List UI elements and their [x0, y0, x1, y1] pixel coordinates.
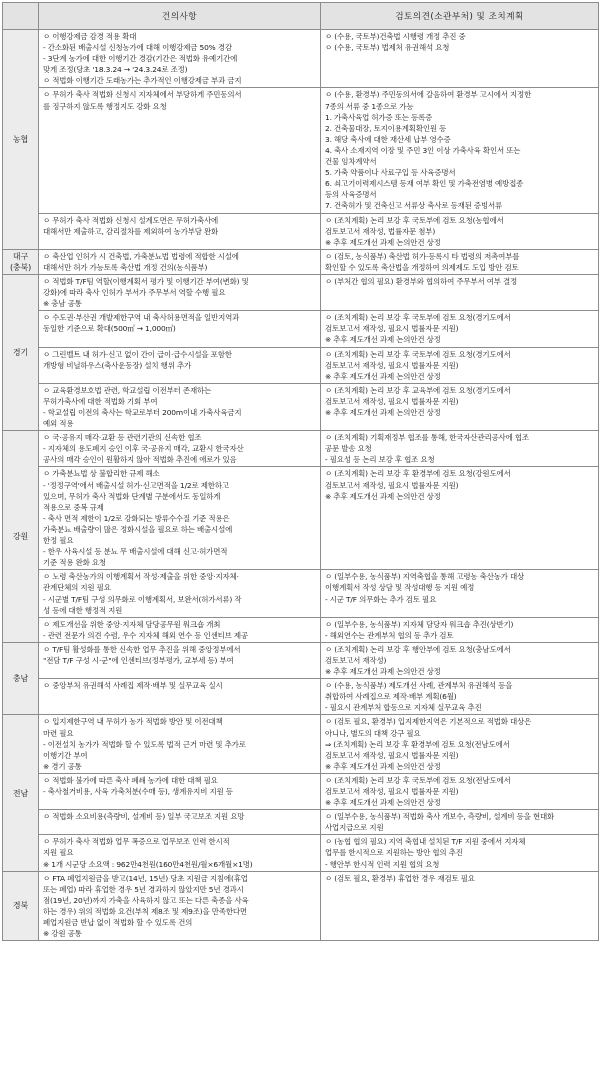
review-line: ※ 추후 제도개선 과제 논의안건 상정 [325, 335, 441, 345]
suggestion-cell [39, 467, 321, 570]
review-line: ㅇ (검토 필요, 환경부) 휴업한 경우 재검토 필요 [325, 873, 475, 883]
suggestion-line: 성 등에 대한 행정적 지원 [43, 605, 123, 615]
suggestion-line: 예외 적용 [43, 419, 74, 429]
review-line: - 행안부 한시적 인력 지원 협의 요청 [325, 859, 440, 869]
table-row [3, 249, 599, 274]
review-line: ㅇ (일부수용, 농식품부) 적법화 축사 개보수, 측량비, 설계비 등을 현대화 [325, 812, 555, 822]
review-line: ㅇ (조치계획) 논리 보강 후 환경부에 검토 요청(강원도에서 [325, 469, 511, 479]
suggestion-line: 이행기간 부여 [43, 750, 88, 760]
suggestion-line: - 간소화된 배출시설 신청농가에 대해 이행강제금 50% 경감 [43, 43, 232, 53]
review-line: 검토보고서 재작성, 필요시 법률자문 지원) [325, 480, 459, 490]
suggestion-cell [39, 347, 321, 383]
table-row [3, 835, 599, 871]
suggestion-cell [39, 835, 321, 871]
review-cell [321, 249, 599, 274]
suggestion-line: ㅇ 적법화 T/F팀 역할(이행계획서 평가 및 이행기간 부여(변화) 및 [43, 276, 249, 286]
review-cell [321, 88, 599, 213]
region-label: 충남 [12, 674, 29, 684]
suggestion-line: - 지자체의 용도폐지 승인 이후 국·공유지 매각, 교환시 한국자산 [43, 444, 244, 454]
table-row [3, 570, 599, 617]
review-line: 5. 가축 약품이나 사료구입 등 사육증명서 [325, 168, 456, 178]
review-line: 6. 쇠고기이력제시스템 등재 여부 확인 및 가축전염병 예방접종 [325, 179, 524, 189]
suggestion-line: - 학교설립 이전의 축사는 학교로부터 200m이내 가축사육금지 [43, 408, 242, 417]
table-header-row [3, 3, 599, 30]
review-line: 검토보고서 재작성, 필요시 법률자문 지원) [325, 360, 459, 370]
suggestion-line: 대해서만 허가 가능토록 축산법 개정 건의(농식품부) [43, 262, 208, 272]
suggestion-line: - 이전설치 농가가 적법화 할 수 있도록 법적 근거 마련 및 추가로 [43, 739, 246, 749]
suggestion-line: - 축사철거비용, 사육 가축처분(수매 등), 생계유지비 지원 등 [43, 787, 233, 796]
region-label: 경기 [12, 348, 29, 358]
suggestion-line: 적용으로 중복 규제 [43, 502, 104, 512]
suggestion-line: ※ 1개 시군당 소요액 : 962만4천원(160만4천원/월×6개월×1명) [43, 859, 253, 869]
review-cell [321, 679, 599, 715]
review-line: ㅇ (조치계획) 논리 보강 후 행안부에 검토 요청(충남도에서 [325, 644, 511, 654]
suggestion-line: 개방형 비닐하우스(축사운동장) 설치 행위 추가 [43, 360, 192, 370]
suggestion-line: ㅇ 적법화 이행기간 도래농가는 추가적인 이행강제금 부과 금지 [43, 76, 242, 86]
review-line: ㅇ (수용, 국토부)건축법 시행령 개정 추진 중 [325, 32, 466, 41]
review-line: 검토보고서 재작성, 필요시 법률자문 지원) [325, 396, 459, 406]
review-line: 검토보고서 재작성, 법률자문 첨부) [325, 226, 436, 236]
region-cell [3, 249, 39, 274]
suggestion-line: ㅇ 적법화 불가에 따른 축사 폐쇄 농가에 대한 대책 필요 [43, 775, 218, 785]
review-line: ㅇ (조치계획) 논리 보강 후 교육부에 검토 요청(경기도에서 [325, 385, 511, 395]
review-line: ※ 추후 제도개선 과제 논의안건 상정 [325, 798, 441, 808]
table-row [3, 347, 599, 383]
table-row [3, 213, 599, 249]
suggestion-line: 대해서만 제출하고, 감리절차를 제외하여 농가부담 완화 [43, 226, 219, 236]
review-line: ㅇ (부처간 협의 필요) 환경부와 협의하여 주무부서 여부 결정 [325, 276, 518, 286]
review-line: ㅇ (검토, 농식품부) 축산법 허가·등록시 타 법령의 저촉여부를 [325, 251, 520, 261]
review-cell [321, 715, 599, 773]
review-line: - 시군 T/F 의무화는 추가 검토 필요 [325, 594, 437, 604]
suggestion-cell [39, 570, 321, 617]
suggestion-line: ㅇ 적법화 소요비용(측량비, 설계비 등) 일부 국고보조 지원 요망 [43, 812, 245, 822]
suggestion-cell [39, 810, 321, 835]
suggestion-line: ㅇ FTA 폐업지원금을 받고(14년, 15년) 당초 지원금 지침에(휴업 [43, 873, 248, 883]
review-line: ※ 추후 제도개선 과제 논의안건 상정 [325, 237, 441, 247]
table-row [3, 715, 599, 773]
suggestion-cell [39, 249, 321, 274]
review-line: ※ 추후 제도개선 과제 논의안건 상정 [325, 761, 441, 771]
review-line: ㅇ (수용, 국토부) 법제처 유권해석 요청 [325, 43, 450, 53]
suggestion-cell [39, 871, 321, 941]
suggestion-line: 또는 폐업) 따라 휴업한 경우 5년 경과하지 않았지만 5년 경과시 [43, 884, 244, 894]
review-line: 검토보고서 재작성) [325, 655, 387, 665]
suggestion-line: 점(19년, 20년)까지 가축을 사육하지 않고 또는 다른 축종을 사육 [43, 895, 249, 905]
review-line: 취합하여 사례집으로 제작·배부 계획(6월) [325, 692, 457, 702]
review-cell [321, 642, 599, 678]
review-line: - 필요시 관계부처 합동으로 지자체 실무교육 추진 [325, 703, 482, 713]
review-line: 검토보고서 재작성, 필요시 법률자문 지원) [325, 787, 459, 796]
suggestion-line: 지원 필요 [43, 848, 74, 858]
review-cell [321, 30, 599, 88]
review-cell [321, 570, 599, 617]
suggestion-line: 무허가축사에 대한 적법화 기회 부여 [43, 396, 158, 406]
suggestion-line: ㅇ 중앙부처 유권해석 사례집 제작·배부 및 실무교육 실시 [43, 681, 223, 691]
table-row [3, 431, 599, 467]
suggestion-line: ㅇ 수도권·부산권 개발제한구역 내 축사허용면적을 일반지역과 [43, 313, 240, 323]
suggestion-line: ㅇ 교육환경보호법 관련, 학교설립 이전부터 존재하는 [43, 385, 212, 395]
suggestion-line: 폐업지원금 반납 없이 적법화 할 수 있도록 건의 [43, 918, 193, 928]
table-body [3, 30, 599, 941]
suggestion-line: 한정 필요 [43, 536, 74, 546]
suggestion-line: ㅇ 입지제한구역 내 무허가 농가 적법화 방안 및 이전대책 [43, 717, 223, 727]
review-cell [321, 810, 599, 835]
review-line: 3. 해당 축사에 대한 재산세 납부 영수증 [325, 134, 451, 144]
review-line: 건물 임차계약서 [325, 157, 377, 167]
review-line: 확인할 수 있도록 축산법을 개정하여 의제제도 도입 방안 검토 [325, 262, 519, 272]
suggestion-line: ㅇ 이행강제금 감경 적용 확대 [43, 32, 137, 41]
review-cell [321, 213, 599, 249]
review-line: 4. 축사 소재지역 이장 및 주민 3인 이상 가축사육 확인서 또는 [325, 145, 521, 155]
suggestion-line: ㅇ T/F팀 활성화를 통한 신속한 업무 추진을 위해 중앙정부에서 [43, 644, 241, 654]
suggestion-line: - '정정구역'에서 배출시설 허가·신고면적을 1/2로 제한하고 [43, 480, 229, 490]
region-label: (충북) [9, 262, 32, 272]
review-line: 업무를 한시적으로 지원하는 방안 협의 추진 [325, 848, 463, 858]
review-cell [321, 431, 599, 467]
review-line: ㅇ (조치계획) 논리 보강 후 국토부에 검토 요청(경기도에서 [325, 313, 511, 323]
suggestion-line: ㅇ 국·공유지 매각·교환 등 관련기관의 신속한 협조 [43, 433, 202, 443]
suggestion-line: 하는 경우) 위의 적법화 요건(부칙 제8조 및 제9조)을 만족한다면 [43, 906, 247, 916]
suggestion-line: - 관련 전문가 의견 수렴, 우수 지자체 해외 연수 등 인센티브 제공 [43, 630, 248, 640]
table-row [3, 679, 599, 715]
suggestion-cell [39, 311, 321, 347]
suggestion-cell [39, 213, 321, 249]
review-line: ※ 추후 제도개선 과제 논의안건 상정 [325, 667, 441, 677]
table-row [3, 467, 599, 570]
suggestion-line: "전담 T/F 구성 시·군"에 인센티브(정부평가, 교부세 등) 부여 [43, 655, 234, 665]
suggestion-cell [39, 715, 321, 773]
suggestion-cell [39, 274, 321, 310]
review-line: ⇒ (조치계획) 논리 보강 후 환경부에 검토 요청(전남도에서 [325, 739, 510, 749]
review-line: 이행계획서 작성 상담 및 작성대행 등 지원 예정 [325, 583, 475, 593]
review-cell [321, 617, 599, 642]
table-row [3, 871, 599, 941]
suggestion-line: 강화)에 따라 축사 인허가 부서가 주무부서 역할 수행 필요 [43, 288, 226, 298]
review-cell [321, 835, 599, 871]
suggestion-review-table [2, 2, 599, 941]
region-label: 전남 [12, 788, 29, 798]
review-cell [321, 347, 599, 383]
region-cell [3, 274, 39, 430]
table-row [3, 88, 599, 213]
region-cell [3, 30, 39, 250]
review-line: ㅇ (조치계획) 논리 보강 후 국토부에 검토 요청(경기도에서 [325, 349, 511, 359]
suggestion-line: 공사의 매각 승인이 원활하지 않아 적법화 추진에 애로가 있음 [43, 455, 237, 465]
suggestion-line: ㅇ 그린벨트 내 허가·신고 없이 간이 급이·급수시설을 포함한 [43, 349, 232, 359]
review-line: ㅇ (검토 필요, 환경부) 입지제한지역은 기본적으로 적법화 대상은 [325, 717, 532, 727]
suggestion-cell [39, 642, 321, 678]
suggestion-line: 맞게 조정(당초 '18.3.24 → '24.3.24로 조정) [43, 65, 188, 75]
suggestion-line: 관계단체의 지원 필요 [43, 583, 111, 593]
suggestion-line: 를 징구하지 않도록 행정지도 강화 요청 [43, 101, 167, 111]
suggestion-line: 동일한 기준으로 확대(500㎡ → 1,000㎡) [43, 324, 176, 334]
table-row [3, 274, 599, 310]
review-line: ※ 추후 제도개선 과제 논의안건 상정 [325, 491, 441, 501]
suggestion-line: - 한우 사육시설 등 분뇨 무 배출시설에 대해 신고·허가면적 [43, 547, 228, 557]
header-suggestion: 건의사항 [39, 3, 321, 30]
review-cell [321, 467, 599, 570]
region-label: 대구 [12, 251, 29, 261]
suggestion-line: 가축분뇨 배출량이 많은 정화시설을 필요로 하는 배출시설에 [43, 524, 233, 534]
suggestion-line: - 시군별 T/F팀 구성 의무화로 이행계획서, 보완서(허가서류) 작 [43, 594, 242, 604]
region-label: 강원 [12, 532, 29, 542]
suggestion-cell [39, 431, 321, 467]
suggestion-line: ㅇ 제도개선을 위한 중앙·지자체 담당공무원 워크숍 개최 [43, 619, 221, 629]
review-cell [321, 871, 599, 941]
region-cell [3, 431, 39, 643]
review-line: 검토보고서 재작성, 필요시 법률자문 지원) [325, 324, 459, 334]
table-row [3, 383, 599, 430]
suggestion-review-table-sheet [2, 2, 598, 941]
suggestion-cell [39, 383, 321, 430]
region-label: 농협 [12, 134, 29, 144]
region-cell [3, 715, 39, 871]
table-row [3, 642, 599, 678]
table-row [3, 311, 599, 347]
table-row [3, 617, 599, 642]
review-line: 7종의 서류 중 1종으로 가능 [325, 101, 414, 111]
suggestion-cell [39, 679, 321, 715]
suggestion-line: ㅇ 무허가 축사 적법화 신청시 설계도면은 무허가축사에 [43, 215, 219, 225]
review-line: 공문 발송 요청 [325, 444, 372, 454]
suggestion-cell [39, 88, 321, 213]
review-line: ※ 추후 제도개선 과제 논의안건 상정 [325, 408, 441, 417]
review-line: ㅇ (수용, 환경부) 주민동의서에 갈음하여 환경부 고시에서 지정한 [325, 90, 532, 100]
table-row [3, 30, 599, 88]
review-line: 등의 사육증명서 [325, 190, 377, 200]
suggestion-cell [39, 30, 321, 88]
table-row [3, 773, 599, 809]
review-line: ㅇ (일부수용, 농식품부) 지자체 담당자 워크숍 추진(상반기) [325, 619, 514, 629]
review-line: 7. 건축허가 및 건축신고 서류상 축사로 등재된 증빙서류 [325, 201, 503, 211]
review-cell [321, 773, 599, 809]
region-label: 경북 [12, 901, 29, 911]
review-cell [321, 311, 599, 347]
review-line: ㅇ (조치계획) 논리 보강 후 국토부에 검토 요청(전남도에서 [325, 775, 511, 785]
review-line: 사업지급으로 지원 [325, 823, 384, 833]
suggestion-line: ㅇ 가축분뇨법 상 불합리한 규제 해소 [43, 469, 160, 479]
suggestion-line: - 3단계 농가에 대한 이행기간 경감(기간은 적법화 유예기간에 [43, 54, 238, 64]
suggestion-line: - 축사 면적 제한이 1/2로 강화되는 방류수수질 기준 적용은 [43, 513, 230, 523]
suggestion-line: ㅇ 축산업 인허가 시 건축법, 가축분뇨법 법령에 적합한 시설에 [43, 251, 239, 261]
review-line: ㅇ (수용, 농식품부) 제도개선 사례, 관계부처 유권해석 등을 [325, 681, 513, 691]
review-line: ㅇ (일부수용, 농식품부) 지역축협을 통해 고령농 축산농가 대상 [325, 572, 525, 582]
review-line: ㅇ (조치계획) 논리 보강 후 국토부에 검토 요청(농협에서 [325, 215, 504, 225]
table-row [3, 810, 599, 835]
review-line: ※ 추후 제도개선 과제 논의안건 상정 [325, 371, 441, 381]
review-line: 2. 건축물대장, 토지이용계획확인원 등 [325, 123, 447, 133]
review-line: 1. 가축사육업 허가증 또는 등록증 [325, 112, 433, 122]
review-line: - 해외연수는 관계부처 협의 등 추가 검토 [325, 630, 454, 640]
suggestion-line: ※ 경기 공통 [43, 761, 82, 771]
review-line: 아니나, 별도의 대책 강구 필요 [325, 728, 421, 738]
header-region-cell [3, 3, 39, 30]
suggestion-line: 있으며, 무허가 축사 적법화 단계별 구분에서도 동일하게 [43, 491, 221, 501]
review-line: ㅇ (조치계획) 기획재정부 협조를 통해, 한국자산관리공사에 협조 [325, 433, 529, 443]
suggestion-line: ㅇ 무허가 축사 적법화 신청시 지자체에서 부당하게 주민동의서 [43, 90, 242, 100]
suggestion-line: ㅇ 무허가 축사 적법화 업무 폭증으로 업무보조 인력 한시적 [43, 837, 230, 847]
suggestion-line: ㅇ 노령 축산농가의 이행계획서 작성·제출을 위한 중앙·지자체· [43, 572, 239, 582]
suggestion-line: 마련 필요 [43, 728, 74, 738]
region-cell [3, 642, 39, 715]
suggestion-line: ※ 강원 공통 [43, 929, 82, 939]
review-cell [321, 383, 599, 430]
review-cell [321, 274, 599, 310]
review-line: ㅇ (농협 협의 필요) 지역 축협내 설치된 T/F 지원 중에서 지자체 [325, 837, 526, 847]
suggestion-line: 기준 적용 완화 요청 [43, 558, 106, 568]
suggestion-cell [39, 617, 321, 642]
suggestion-cell [39, 773, 321, 809]
review-line: 검토보고서 재작성, 필요시 법률자문 지원) [325, 750, 459, 760]
header-review: 검토의견(소관부처) 및 조치계획 [321, 3, 599, 30]
region-cell [3, 871, 39, 941]
review-line: - 필요성 등 논리 보강 후 협조 요청 [325, 455, 435, 465]
suggestion-line: ※ 충남 공통 [43, 299, 82, 309]
